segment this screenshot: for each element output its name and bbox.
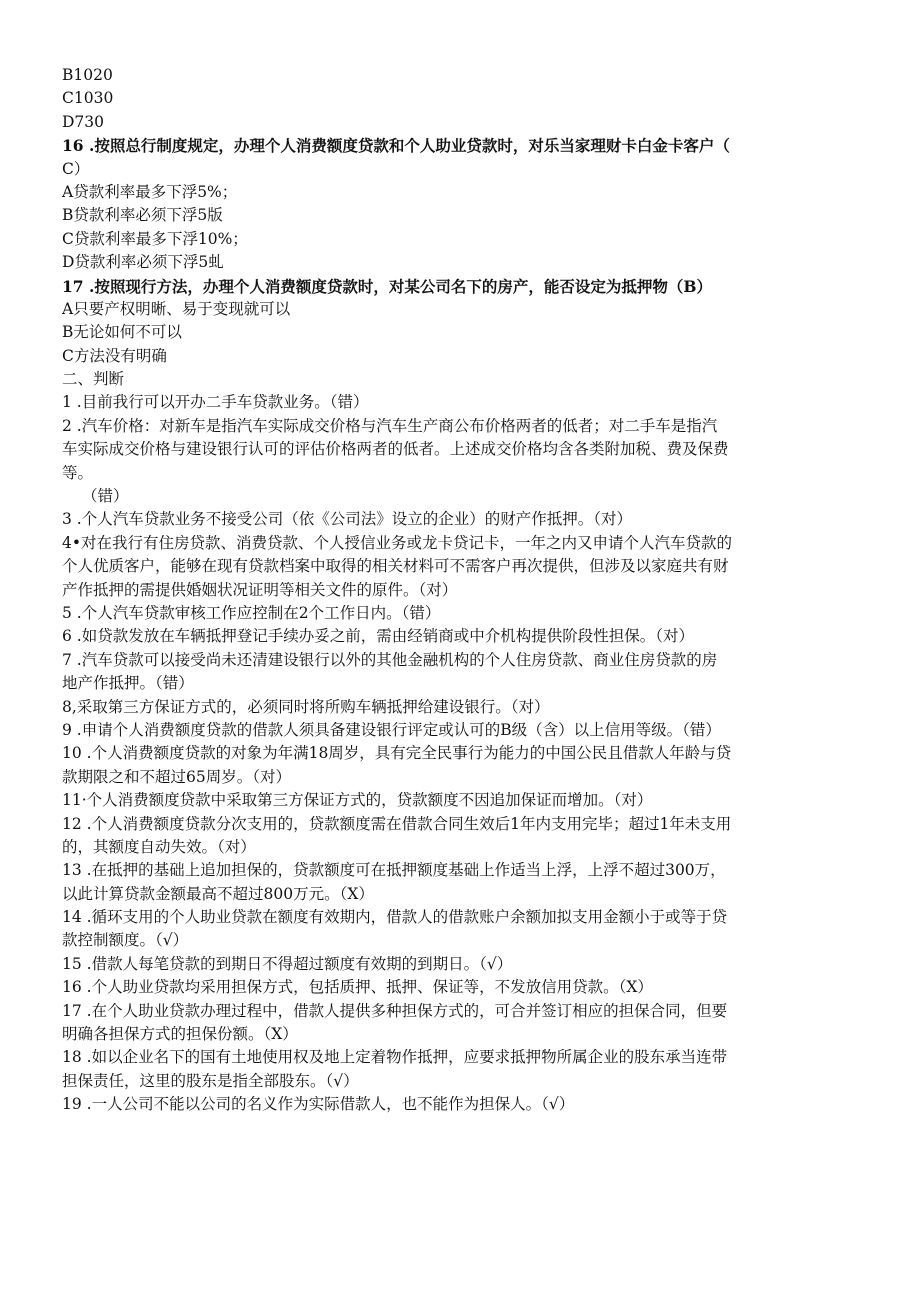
text-line: 地产作抵押。（错） <box>62 674 194 693</box>
text-line: D贷款利率必须下浮5虬 <box>62 253 224 272</box>
text-line: 6 .如贷款发放在车辆抵押登记手续办妥之前，需由经销商或中介机构提供阶段性担保。（对） <box>62 627 694 646</box>
text-line: （错） <box>82 487 129 506</box>
text-line: 5 .个人汽车贷款审核工作应控制在2个工作日内。（错） <box>62 603 441 622</box>
text-line: C1030 <box>62 89 114 108</box>
text-line: 17 .在个人助业贷款办理过程中，借款人提供多种担保方式的，可合并签订相应的担保合同，但要 <box>62 1001 728 1020</box>
text-line: 2 .汽车价格：对新车是指汽车实际成交价格与汽车生产商公布价格两者的低者；对二手车是指汽 <box>62 416 718 435</box>
text-line: 1 .目前我行可以开办二手车贷款业务。（错） <box>62 393 369 412</box>
text-line: 的，其额度自动失效。（对） <box>62 837 256 856</box>
text-line: A只要产权明晰、易于变现就可以 <box>62 299 291 318</box>
text-line: 10 .个人消费额度贷款的对象为年满18周岁，具有完全民事行为能力的中国公民且借款人年龄与贷 <box>62 744 732 763</box>
text-line: 8,采取第三方保证方式的，必须同时将所购车辆抵押给建设银行。（对） <box>62 697 550 716</box>
text-line: C方法没有明确 <box>62 346 167 365</box>
text-line: B1020 <box>62 66 113 84</box>
text-line: 17 .按照现行方法，办理个人消费额度贷款时，对某公司名下的房产，能否设定为抵押物（B） <box>62 276 712 296</box>
text-line: D730 <box>62 112 105 131</box>
text-line: 担保责任，这里的股东是指全部股东。（√） <box>62 1071 359 1090</box>
text-line: 11·个人消费额度贷款中采取第三方保证方式的，贷款额度不因追加保证而增加。（对） <box>62 791 653 810</box>
text-line: 款控制额度。（√） <box>62 931 189 950</box>
text-line: 二、判断 <box>62 370 125 389</box>
text-line: 款期限之和不超过65周岁。（对） <box>62 767 291 786</box>
text-line: 12 .个人消费额度贷款分次支用的，贷款额度需在借款合同生效后1年内支用完毕；超过1年未支用 <box>62 814 732 833</box>
text-line: 等。 <box>62 463 94 482</box>
text-line: C贷款利率最多下浮10%； <box>62 229 248 248</box>
text-line: 16 .按照总行制度规定，办理个人消费额度贷款和个人助业贷款时，对乐当家理财卡白金卡客户（ <box>62 136 730 156</box>
text-line: 18 .如以企业名下的国有土地使用权及地上定着物作抵押，应要求抵押物所属企业的股东承当连带 <box>62 1048 728 1067</box>
text-line: 个人优质客户，能够在现有贷款档案中取得的相关材料可不需客户再次提供，但涉及以家庭共有财 <box>62 557 729 576</box>
text-line: 7 .汽车贷款可以接受尚未还清建设银行以外的其他金融机构的个人住房贷款、商业住房贷款的房 <box>62 650 718 669</box>
text-line: 13 .在抵押的基础上追加担保的，贷款额度可在抵押额度基础上作适当上浮，上浮不超过300万， <box>62 861 726 880</box>
text-line: 4•对在我行有住房贷款、消费贷款、个人授信业务或龙卡贷记卡，一年之内又申请个人汽车贷款的 <box>62 533 733 552</box>
text-line: C） <box>62 159 90 178</box>
text-line: 车实际成交价格与建设银行认可的评估价格两者的低者。上述成交价格均含各类附加税、费及保费 <box>62 440 729 459</box>
text-line: 以此计算贷款金额最高不超过800万元。（X） <box>62 884 374 903</box>
text-line: 19 .一人公司不能以公司的名义作为实际借款人，也不能作为担保人。（√） <box>62 1095 575 1114</box>
text-line: B贷款利率必须下浮5版 <box>62 206 223 225</box>
text-line: 16 .个人助业贷款均采用担保方式，包括质押、抵押、保证等，不发放信用贷款。（X） <box>62 978 653 997</box>
text-line: 14 .循环支用的个人助业贷款在额度有效期内，借款人的借款账户余额加拟支用金额小于或等于贷 <box>62 908 728 927</box>
text-line: 明确各担保方式的担保份额。（X） <box>62 1025 298 1044</box>
text-line: A贷款利率最多下浮5%； <box>62 182 238 201</box>
text-line: 15 .借款人每笔贷款的到期日不得超过额度有效期的到期日。（√） <box>62 954 513 973</box>
text-line: 9 .申请个人消费额度贷款的借款人须具备建设银行评定或认可的B级（含）以上信用等级。（错） <box>62 720 721 739</box>
text-line: B无论如何不可以 <box>62 323 182 342</box>
text-line: 3 .个人汽车贷款业务不接受公司（依《公司法》设立的企业）的财产作抵押。（对） <box>62 510 632 529</box>
text-line: 产作抵押的需提供婚姻状况证明等相关文件的原件。（对） <box>62 580 458 599</box>
